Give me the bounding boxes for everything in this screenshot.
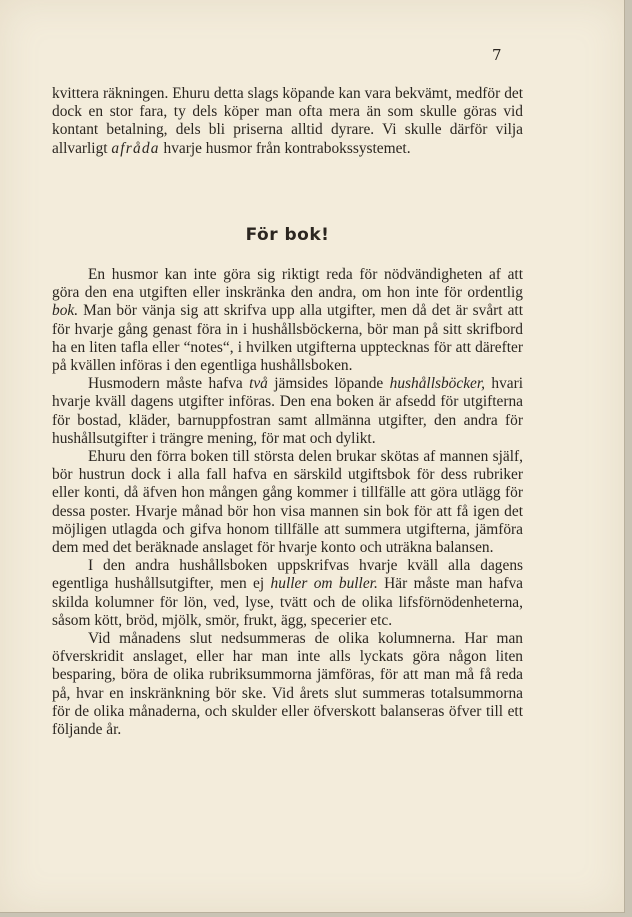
p2-c: jämsides löpande (267, 375, 390, 393)
p1-emphasis: bok. (52, 302, 79, 320)
p5-a: Vid månadens slut nedsummeras de olika kolumnerna. Har man öfverskridit anslaget, eller har man inte alls lyckats göra någon liten besparing, böra de olika rubriksummorna jämföras, för att man må få reda på, hvar en inskränkning bör ske. Vid årets slut summeras totalsummorna för de olika månaderna, och skulder eller öfverskott balanseras öfver till ett följande år. (52, 630, 523, 739)
intro-text (52, 85, 523, 158)
intro-emphasis: afråda (111, 139, 160, 157)
paragraph-4 (52, 557, 523, 630)
intro-text-before: kvittera räkningen. Ehuru detta slags köpande kan vara bekvämt, medför det dock en stor fara, ty dels köper man ofta mera än som skulle göras vid kontant betalning, dels bli priserna alltid dyrare. Vi skulle därför vilja allvarligt (52, 85, 523, 157)
p2-a: Husmodern måste hafva (88, 375, 250, 393)
intro-paragraph (52, 85, 523, 158)
p4-emphasis: huller om buller. (270, 575, 378, 593)
intro-text-after: hvarje husmor från kontrabokssystemet. (159, 139, 411, 157)
p1-c: Man bör vänja sig att skrifva upp alla utgifter, men då det är svårt att för hvarje gång genast föra in i hushållsböckerna, bör man på sitt skrifbord ha en liten tafla eller “notes“, i hvilken utgifterna upptecknas för att därefter på kvällen införas i den egentliga hushållsboken. (52, 302, 523, 375)
p2-emphasis-1: två (249, 375, 268, 393)
paragraph-1 (52, 266, 523, 375)
section-body (52, 266, 523, 739)
paragraph-2 (52, 375, 523, 448)
p2-e: hvari hvarje kväll dagens utgifter införas. Den ena boken är afsedd för utgifterna för bostad, kläder, barnuppfostran samt allmänna utgifter, den andra för hushållsutgifter i trängre mening, för mat och dylikt. (52, 375, 523, 447)
p2-emphasis-2: hushållsböcker, (389, 375, 485, 393)
p1-a: En husmor kan inte göra sig riktigt reda för nödvändigheten af att göra den ena utgiften eller inskränka den andra, om hon inte för ordentlig (52, 266, 523, 302)
p4-a: I den andra hushållsboken uppskrifvas hvarje kväll alla dagens egentliga hushållsutgifter, men ej (52, 557, 523, 593)
paragraph-3 (52, 448, 523, 557)
p3-a: Ehuru den förra boken till största delen brukar skötas af mannen själf, bör hustrun dock i alla fall hafva en särskild utgiftsbok för dess rubriker eller konti, då äfven hon mången gång kommer i tillfälle att göra utlägg för dessa poster. Hvarje månad bör hon visa mannen sin bok för att få igen det möjligen utlagda och gifva honom tillfälle att summera utgifterna, jämföra dem med det beräknade anslaget för hvarje konto och uträkna balansen. (52, 448, 523, 557)
section-heading: För bok! (245, 225, 330, 245)
p4-c: Här måste man hafva skilda kolumner för lön, ved, lyse, tvätt och de olika lifsförnödenheterna, såsom kött, bröd, mjölk, smör, frukt, ägg, specerier etc. (52, 575, 523, 629)
page-number: 7 (492, 46, 502, 64)
paragraph-5 (52, 630, 523, 739)
